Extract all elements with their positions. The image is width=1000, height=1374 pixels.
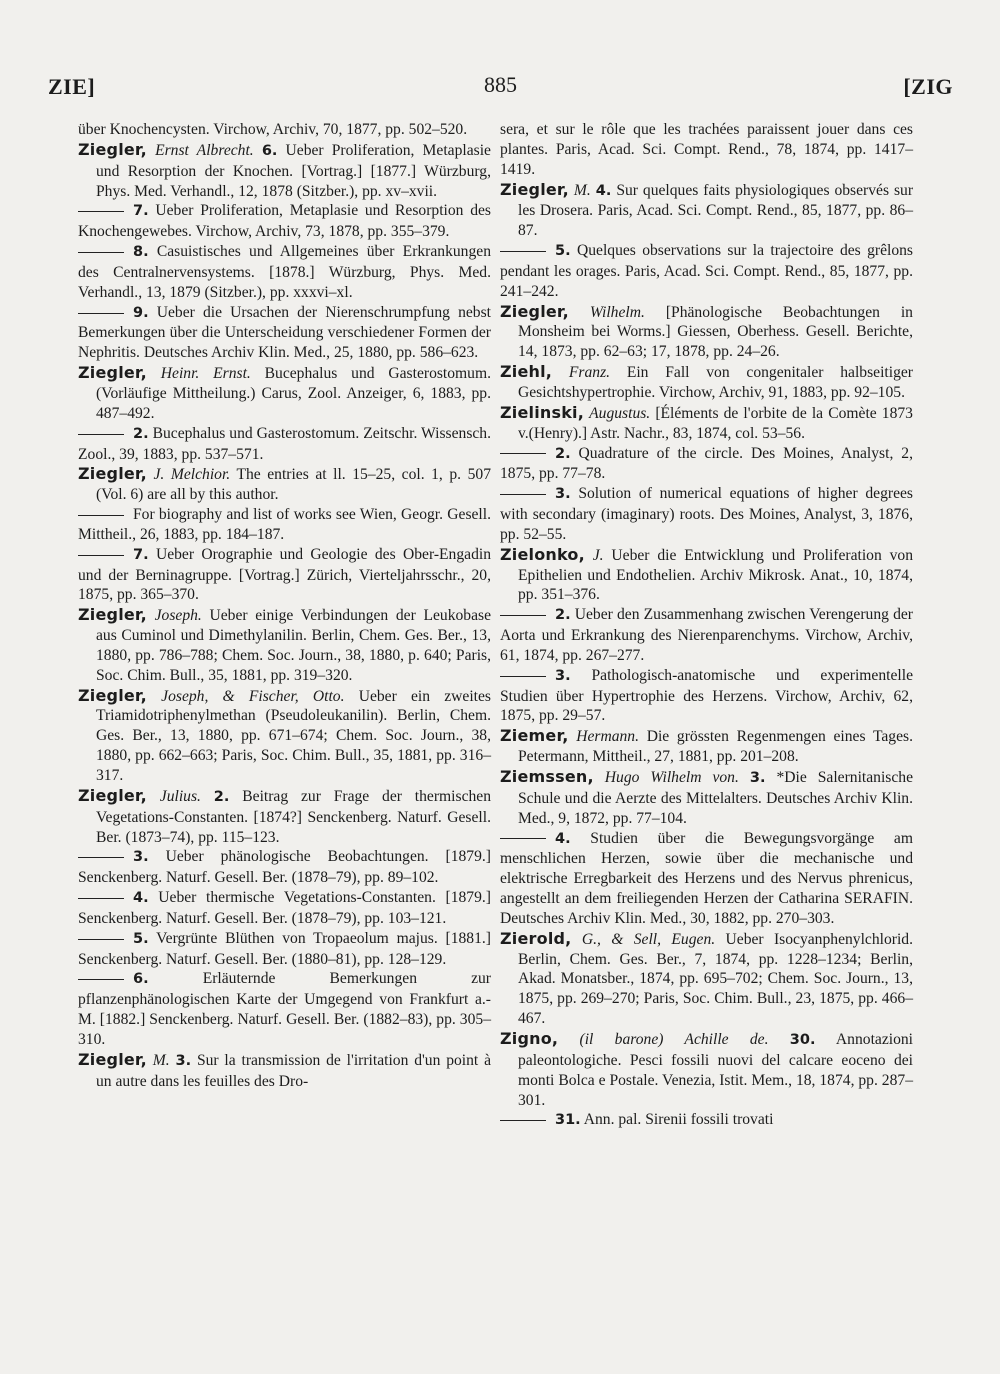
entry-author: Zierold, <box>500 928 572 948</box>
bibliography-entry <box>500 1029 913 1110</box>
bibliography-entry <box>78 929 491 970</box>
header-left-guide-word: ZIE] <box>48 74 96 99</box>
bibliography-entry <box>500 302 913 363</box>
entry-text: [Éléments de l'orbite de la Comète 1873 v.(Henry).] Astr. Nachr., 83, 1874, col. 53–56. <box>518 404 913 442</box>
page-number: 885 <box>484 72 517 97</box>
entry-author: Ziemer, <box>500 726 569 746</box>
entry-text: Ueber einige Verbindungen der Leukobase aus Cuminol und Dimethylanilin. Berlin, Chem. Ges. Ber., 13, 1880, pp. 786–788; Chem. Soc. Journ., 38, 1880, p. 640; Paris, Soc. Chim. Bull., 35, 1881, pp. 319–320. <box>96 607 491 684</box>
bibliography-entry <box>78 786 491 848</box>
entry-author: Ziegler, <box>78 785 147 805</box>
bibliography-entry <box>78 424 491 465</box>
ditto-dash <box>500 615 546 616</box>
entry-text: Ueber phänologische Beobachtungen. [1879.] Senckenberg. Naturf. Gesell. Ber. (1878–79), pp. 89–102. <box>78 848 491 887</box>
bibliography-entry <box>78 120 491 140</box>
bibliography-entry <box>78 242 491 303</box>
ditto-dash <box>78 211 124 212</box>
entry-number: 3. <box>133 849 149 866</box>
bibliography-entry <box>78 847 491 888</box>
entry-text: Quelques observations sur la trajectoire des grêlons pendant les orages. Paris, Acad. Sci. Compt. Rend., 85, 1877, pp. 241–242. <box>500 242 913 300</box>
entry-author: Zielonko, <box>500 544 585 564</box>
entry-given-names: Hugo Wilhelm von. <box>604 769 739 786</box>
entry-given-names: J. <box>592 546 604 564</box>
entry-given-names: Ernst Albrecht. <box>155 141 254 159</box>
entry-number: 4. <box>595 182 612 199</box>
entry-text: Vergrünte Blüthen von Tropaeolum majus. [1881.] Senckenberg. Naturf. Gesell. Ber. (1880–81), pp. 128–129. <box>78 929 491 968</box>
entry-author: Ziemssen, <box>500 767 594 786</box>
entry-text: Ueber den Zusammenhang zwischen Verengerung der Aorta und Erkrankung des Nierenparenchyms. Virchow, Archiv, 61, 1874, pp. 267–277. <box>500 606 913 664</box>
entry-author: Ziegler, <box>78 363 147 383</box>
entry-text: Ann. pal. Sirenii fossili trovati <box>583 1111 774 1129</box>
entry-author: Ziegler, <box>500 301 569 321</box>
entry-number: 31. <box>555 1112 581 1129</box>
entry-text: Sur la transmission de l'irritation d'un point à un autre dans les feuilles des Dro- <box>96 1051 491 1090</box>
header-right-guide-word: [ZIG <box>903 74 953 99</box>
bibliography-entry <box>500 444 913 485</box>
entry-text: Pathologisch-anatomische und experimentelle Studien über Hypertrophie des Herzens. Virchow, Archiv, 62, 1875, pp. 29–57. <box>500 666 913 725</box>
entry-text: Quadrature of the circle. Des Moines, Analyst, 2, 1875, pp. 77–78. <box>500 444 913 483</box>
bibliography-entry <box>500 241 913 302</box>
entry-given-names: J. Melchior. <box>153 466 231 484</box>
bibliography-entry <box>78 605 491 685</box>
entry-text: Casuistisches und Allgemeines über Erkrankungen des Centralnervensystems. [1878.] Würzburg, Phys. Med. Verhandl., 13, 1879 (Sitzber.), pp. xxxvi–xl. <box>78 243 491 301</box>
ditto-dash <box>500 838 546 839</box>
bibliography-entry <box>78 888 491 929</box>
ditto-dash <box>78 939 124 940</box>
entry-text: Solution of numerical equations of higher degrees with secondary (imaginary) roots. Des Moines, Analyst, 3, 1876, pp. 52–55. <box>500 485 913 543</box>
entry-number: 2. <box>133 425 149 442</box>
entry-text: Ein Fall von congenitaler halbseitiger Gesichtshypertrophie. Virchow, Archiv, 91, 1883, pp. 92–105. <box>518 364 913 401</box>
ditto-dash <box>78 857 124 858</box>
left-column <box>78 120 491 1092</box>
entry-author: Ziehl, <box>500 362 553 382</box>
entry-given-names: Joseph. <box>154 607 202 625</box>
ditto-dash <box>78 555 124 556</box>
entry-number: 4. <box>133 890 149 907</box>
entry-text: Annotazioni paleontologiche. Pesci fossili nuovi del calcare eoceno dei monti Bolca e Postale. Venezia, Istit. Mem., 18, 1874, pp. 287–301. <box>518 1030 914 1109</box>
ditto-dash <box>78 979 124 980</box>
bibliography-entry <box>500 726 913 767</box>
entry-text: The entries at ll. 15–25, col. 1, p. 507 (Vol. 6) are all by this author. <box>96 466 491 504</box>
entry-author: Zigno, <box>500 1028 559 1048</box>
ditto-dash <box>500 494 546 495</box>
entry-text: *Die Salernitanische Schule und die Aerzte des Mittelalters. Deutsches Archiv Klin. Med., 9, 1872, pp. 77–104. <box>518 769 914 827</box>
bibliography-entry <box>500 362 913 403</box>
entry-text: Studien über die Bewegungsvorgänge am menschlichen Herzen, sowie über die mechanische und elektrische Erregbarkeit des Herzens und des Nervus phrenicus, angestellt an dem freiliegenden Herzen der Catharina SERAFIN. Deutsches Archiv Klin. Med., 30, 1882, pp. 270–303. <box>500 829 913 927</box>
bibliography-entry <box>78 505 491 545</box>
bibliography-entry <box>500 666 913 727</box>
right-column <box>500 120 913 1131</box>
bibliography-entry <box>500 403 913 444</box>
entry-number: 3. <box>555 486 571 503</box>
bibliography-entry <box>500 605 913 666</box>
entry-given-names: Augustus. <box>589 404 651 422</box>
entry-author: Ziegler, <box>78 605 147 625</box>
entry-number: 3. <box>175 1052 192 1069</box>
entry-number: 8. <box>133 244 149 261</box>
entry-text: Ueber Isocyanphenylchlorid. Berlin, Chem. Ges. Ber., 7, 1874, pp. 1228–1234; Berlin, Akad. Monatsber., 1874, pp. 695–702; Chem. Soc. Journ., 13, 1875, pp. 269–270; Paris, Soc. Chim. Bull., 23, 1875, pp. 466–467. <box>518 930 913 1028</box>
entry-text: Bucephalus und Gasterostomum. Zeitschr. Wissensch. Zool., 39, 1883, pp. 537–571. <box>78 424 491 463</box>
entry-text: For biography and list of works see Wien, Geogr. Gesell. Mittheil., 26, 1883, pp. 184–187. <box>78 506 491 543</box>
entry-given-names: Joseph, & Fischer, Otto. <box>161 687 345 705</box>
bibliography-entry <box>78 201 491 242</box>
entry-text: Ueber Proliferation, Metaplasie und Resorption der Knochen. [Vortrag.] [1877.] Würzburg, Phys. Med. Verhandl., 12, 1878 (Sitzber.), pp. xv–xvii. <box>96 141 491 200</box>
entry-text: Ueber ein zweites Triamidotriphenylmethan (Pseudoleukanilin). Berlin, Chem. Ges. Ber., 13, 1880, pp. 671–674; Chem. Soc. Journ., 38, 1880, pp. 662–663; Paris, Soc. Chim. Bull., 35, 1881, pp. 316–317. <box>96 687 491 784</box>
bibliography-entry <box>500 767 913 829</box>
ditto-dash <box>500 676 546 677</box>
bibliography-entry <box>78 1050 491 1092</box>
bibliography-entry <box>78 464 491 505</box>
entry-number: 3. <box>555 667 571 684</box>
entry-author: Zielinski, <box>500 402 585 422</box>
entry-author: Ziegler, <box>78 1049 147 1069</box>
entry-given-names: (il barone) Achille de. <box>579 1030 769 1048</box>
ditto-dash <box>500 1120 546 1121</box>
entry-given-names: M. <box>152 1051 170 1069</box>
bibliography-entry <box>78 545 491 606</box>
entry-number: 5. <box>133 930 149 947</box>
ditto-dash <box>500 453 546 454</box>
entry-number: 30. <box>789 1031 816 1048</box>
bibliography-entry <box>500 829 913 929</box>
ditto-dash <box>78 898 124 899</box>
bibliography-entry <box>78 363 491 424</box>
entry-number: 4. <box>555 830 571 847</box>
bibliography-entry <box>78 303 491 364</box>
entry-given-names: Franz. <box>568 364 611 382</box>
bibliography-entry <box>78 969 491 1049</box>
bibliography-entry <box>500 484 913 545</box>
entry-text: [Phänologische Beobachtungen in Monsheim bei Worms.] Giessen, Oberhess. Gesell. Berichte, 14, 1873, pp. 62–63; 17, 1878, pp. 24–26. <box>518 303 913 361</box>
entry-number: 7. <box>133 546 149 563</box>
entry-given-names: Hermann. <box>576 728 639 746</box>
entry-author: Ziegler, <box>500 179 569 199</box>
bibliography-entry <box>500 545 913 606</box>
entry-number: 6. <box>261 142 278 159</box>
ditto-dash <box>78 252 124 253</box>
entry-text: Erläuternde Bemerkungen zur pflanzenphänologischen Karte der Umgegend von Frankfurt a.-M. [1882.] Senckenberg. Naturf. Gesell. Ber. (1882–83), pp. 305–310. <box>78 970 491 1048</box>
entry-number: 7. <box>133 203 149 220</box>
entry-number: 2. <box>555 607 571 624</box>
entry-text: Sur quelques faits physiologiques observés sur les Drosera. Paris, Acad. Sci. Compt. Rend., 85, 1877, pp. 86–87. <box>518 181 914 240</box>
entry-author: Ziegler, <box>78 464 147 484</box>
entry-number: 9. <box>133 304 149 321</box>
bibliography-entry <box>500 929 913 1029</box>
ditto-dash <box>78 434 124 435</box>
entry-text: Ueber Proliferation, Metaplasie und Resorption des Knochengewebes. Virchow, Archiv, 73, 1878, pp. 355–379. <box>78 202 491 241</box>
entry-number: 3. <box>749 770 766 786</box>
entry-given-names: Heinr. Ernst. <box>160 365 251 383</box>
entry-given-names: Wilhelm. <box>589 303 645 321</box>
entry-number: 5. <box>555 243 571 260</box>
entry-number: 6. <box>133 971 149 988</box>
entry-text: Bucephalus und Gasterostomum. (Vorläufige Mittheilung.) Carus, Zool. Anzeiger, 6, 1883, pp. 487–492. <box>96 365 492 422</box>
entry-text: Ueber Orographie und Geologie des Ober-Engadin und der Berninagruppe. [Vortrag.] Zürich, Vierteljahrsschr., 20, 1875, pp. 365–370. <box>78 545 491 604</box>
entry-given-names: G., & Sell, Eugen. <box>581 930 716 948</box>
bibliography-entry <box>78 686 491 786</box>
entry-number: 2. <box>555 445 571 462</box>
running-header <box>48 74 953 108</box>
entry-text: Die grössten Regenmengen eines Tages. Petermann, Mittheil., 27, 1881, pp. 201–208. <box>518 728 913 766</box>
bibliography-entry <box>500 1110 913 1131</box>
entry-text: über Knochencysten. Virchow, Archiv, 70, 1877, pp. 502–520. <box>78 121 468 138</box>
bibliography-entry <box>500 120 913 180</box>
entry-given-names: M. <box>573 181 591 199</box>
entry-author: Ziegler, <box>78 685 147 705</box>
entry-text: sera, et sur le rôle que les trachées paraissent jouer dans ces plantes. Paris, Acad. Sci. Compt. Rend., 78, 1874, pp. 1417–1419. <box>500 121 913 178</box>
entry-text: Ueber thermische Vegetations-Constanten. [1879.] Senckenberg. Naturf. Gesell. Ber. (1878–79), pp. 103–121. <box>78 889 491 927</box>
ditto-dash <box>78 515 124 516</box>
entry-text: Beitrag zur Frage der thermischen Vegetations-Constanten. [1874?] Senckenberg. Naturf. Gesell. Ber. (1873–74), pp. 115–123. <box>96 787 492 846</box>
bibliography-entry <box>500 180 913 242</box>
entry-given-names: Julius. <box>159 787 201 805</box>
ditto-dash <box>500 251 546 252</box>
ditto-dash <box>78 313 124 314</box>
entry-text: Ueber die Entwicklung und Proliferation von Epithelien und Endothelien. Archiv Mikrosk. Anat., 10, 1874, pp. 351–376. <box>518 546 914 604</box>
bibliography-entry <box>78 140 491 202</box>
entry-text: Ueber die Ursachen der Nierenschrumpfung nebst Bemerkungen über die Unterscheidung verschiedener Formen der Nephritis. Deutsches Archiv Klin. Med., 25, 1880, pp. 586–623. <box>78 303 491 362</box>
entry-author: Ziegler, <box>78 139 147 159</box>
entry-number: 2. <box>213 788 230 805</box>
